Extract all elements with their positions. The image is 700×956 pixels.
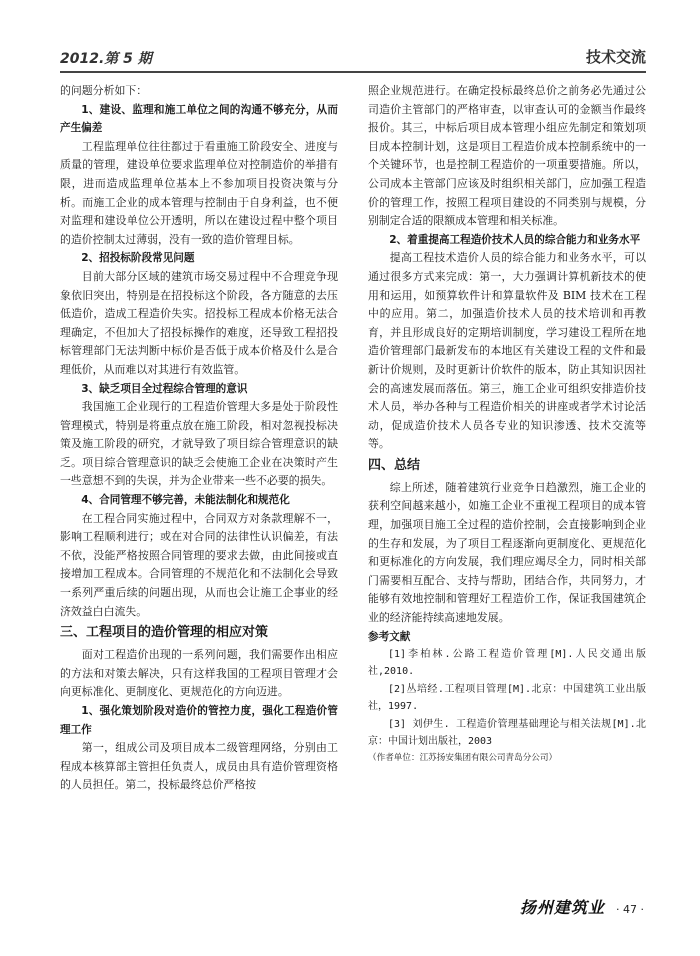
page-footer bbox=[520, 895, 644, 917]
reference-item: [1]李柏林.公路工程造价管理[M].人民交通出版社,2010. bbox=[368, 648, 646, 678]
subsection-heading: 4、合同管理不够完善，未能法制化和规范化 bbox=[81, 494, 290, 507]
body-paragraph: 我国施工企业现行的工程造价管理大多是处于阶段性管理模式，特别是将重点放在施工阶段，相对忽视投标决策及施工阶段的研究，才就导致了项目综合管理意识的缺乏。项目综合管理意识的缺乏会使施工企业在决策时产生一些意想不到的失误，并为企业带来一些不必要的损失。 bbox=[60, 400, 338, 488]
body-paragraph: 第一，组成公司及项目成本二级管理网络，分别由工程成本核算部主管担任负责人，成员由具有造价管理资格的人员担任。第二，投标最终总价严格按 bbox=[60, 741, 338, 792]
references bbox=[368, 628, 646, 765]
subsection-heading: 2、招投标阶段常见问题 bbox=[81, 252, 195, 265]
body-paragraph: 工程监理单位往往都过于看重施工阶段安全、进度与质量的管理，建设单位要求监理单位对控制造价的举措有限，进而造成监理单位基本上不参加项目投资决策与分析。而施工企业的成本管理与控制由于自身利益，也不便对监理和建设单位公开透明，所以在建设过程中整个项目的造价控制太过薄弱，没有一致的造价管理目标。 bbox=[60, 139, 338, 246]
subsection-heading: 1、强化策划阶段对造价的管控力度，强化工程造价管理工作 bbox=[60, 705, 338, 736]
journal-logo: 扬州建筑业 bbox=[519, 898, 605, 917]
issue-label: 2012.第 5 期 bbox=[60, 51, 152, 67]
subsection-heading: 2、着重提高工程造价技术人员的综合能力和业务水平 bbox=[389, 233, 641, 246]
body-paragraph: 的问题分析如下： bbox=[60, 84, 148, 97]
body-paragraph: 面对工程造价出现的一系列问题，我们需要作出相应的方法和对策去解决，只有这样我国的工程项目管理才会向更标准化、更制度化、更规范化的方向迈进。 bbox=[60, 648, 338, 699]
right-column-body bbox=[368, 82, 646, 628]
section-title: 技术交流 bbox=[585, 48, 646, 66]
reference-item: [3] 刘伊生. 工程造价管理基础理论与相关法规[M].北京：中国计划出版社，2003 bbox=[368, 718, 646, 748]
section-heading: 四、总结 bbox=[368, 457, 421, 473]
body-paragraph: 目前大部分区域的建筑市场交易过程中不合理竞争现象依旧突出，特别是在招投标这个阶段，各方随意的去压低造价，造成工程造价失实。招投标工程成本价格无法合理确定，不但加大了招投标操作的难度，还导致工程招投标管理部门无法判断中标价是否低于成本价格及什么是合理低价，从而难以对其进行有效监管。 bbox=[60, 269, 338, 376]
body-paragraph: 在工程合同实施过程中，合同双方对条款理解不一，影响工程顺利进行；或在对合同的法律性认识偏差，有法不依，没能严格按照合同管理的要求去做，由此间接或直接增加工程成本。合同管理的不规范化和不法制化会导致一系列严重后续的问题出现，从而也会让施工企事业的经济效益白白流失。 bbox=[60, 511, 338, 618]
section-heading: 三、工程项目的造价管理的相应对策 bbox=[60, 625, 269, 641]
right-column bbox=[368, 82, 646, 765]
body-paragraph: 综上所述，随着建筑行业竞争日趋激烈，施工企业的获利空间越来越小，如施工企业不重视工程项目的成本管理，加强项目施工全过程的造价控制，会直接影响到企业的生存和发展，为了项目工程逐渐向更制度化、更规范化和更标准化的方向发展，我们理应竭尽全力，同时相关部门需要相互配合、支持与帮助，团结合作，共同努力，才能够有效地控制和管理好工程造价工作，保证我国建筑企业的经济能持续高速地发展。 bbox=[368, 480, 646, 625]
body-paragraph: 照企业规范进行。在确定投标最终总价之前务必先通过公司造价主管部门的严格审查，以审查认可的金额当作最终报价。其三，中标后项目成本管理小组应先制定和策划项目成本控制计划，这是项目工程造价成本控制系统中的一个关键环节，也是控制工程造价的一项重要措施。所以，公司成本主管部门应该及时组织相关部门，应加强工程造价的管理工作，按照工程项目建设的不同类别与规模，分别制定合适的限额成本管理和相关标准。 bbox=[368, 84, 646, 228]
left-column bbox=[60, 82, 338, 795]
header-rule bbox=[60, 71, 646, 73]
body-paragraph: 提高工程技术造价人员的综合能力和业务水平，可以通过很多方式来完成：第一，大力强调计算机新技术的使用和运用，如预算软件计和算量软件及 BIM 技术在工程中的应用。第二，加强造价技术人员的技术培训和再教育，并且形成良好的定期培训制度，学习建设工程所在地造价管理部门最新发布的本地区有关建设工程的文件和最新计价规则，及时更新计价软件的版本，防止其知识因社会的高速发展而落伍。第三，施工企业可组织安排造价技术人员，举办各种与工程造价相关的讲座或者学术讨论活动，促成造价技术人员各专业的知识渗透、技术交流等等。 bbox=[368, 251, 646, 451]
subsection-heading: 1、建设、监理和施工单位之间的沟通不够充分，从而产生偏差 bbox=[60, 103, 338, 135]
page-header bbox=[60, 46, 646, 68]
reference-item: [2]丛培经.工程项目管理[M].北京：中国建筑工业出版社，1997. bbox=[368, 683, 646, 713]
author-affiliation: （作者单位：江苏扬安集团有限公司青岛分公司） bbox=[368, 752, 558, 763]
subsection-heading: 3、缺乏项目全过程综合管理的意识 bbox=[81, 382, 248, 395]
references-title: 参考文献 bbox=[368, 630, 411, 643]
page-number: · 47 · bbox=[616, 903, 644, 916]
